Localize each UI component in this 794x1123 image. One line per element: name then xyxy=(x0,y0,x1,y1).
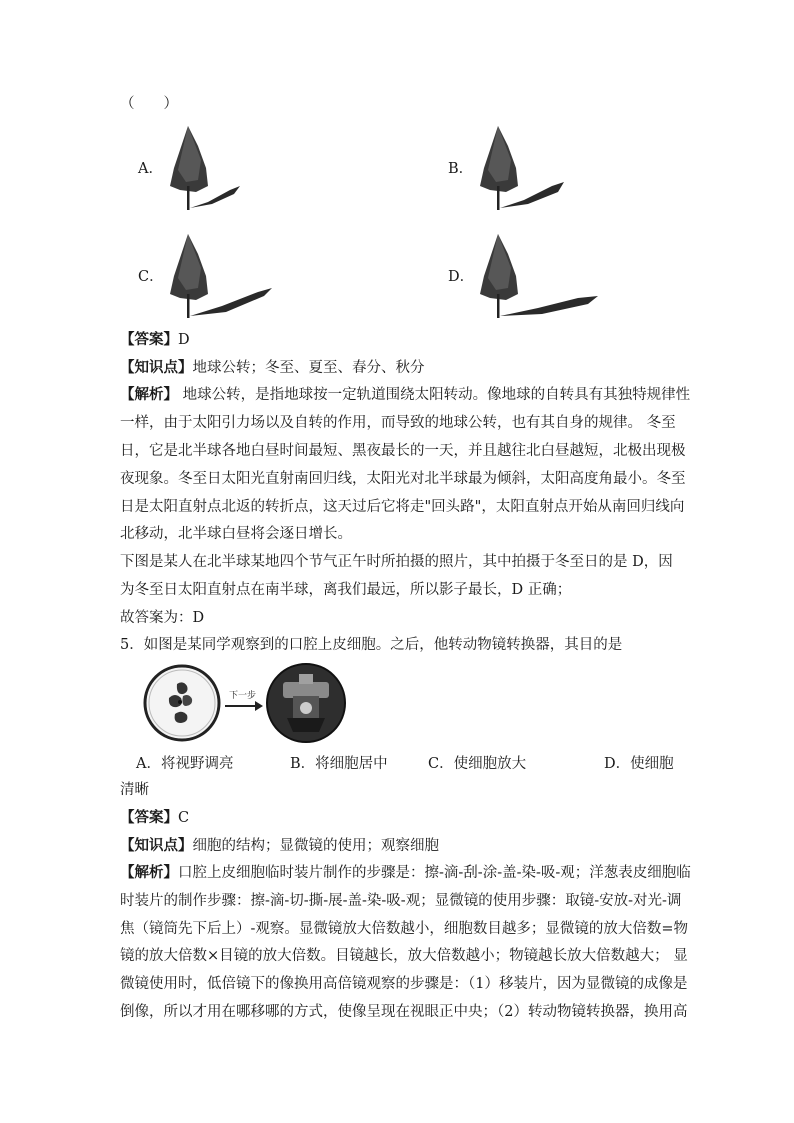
answer-parentheses: （ ） xyxy=(120,96,178,112)
answer-value: D xyxy=(178,332,190,348)
answer-line-q4 xyxy=(120,330,190,350)
tree-shadow-long-image xyxy=(168,228,288,323)
option-d-q5-wrap: 清晰 xyxy=(120,782,149,798)
analysis-q4-line-1: 【解析】 地球公转，是指地球按一定轨道围绕太阳转动。像地球的自转具有其独特规律性 xyxy=(120,386,691,403)
analysis-q5-line-5: 微镜使用时，低倍镜下的像换用高倍镜观察的步骤是：（1）移装片，因为显微镜的成像是 xyxy=(120,976,688,992)
option-d[interactable] xyxy=(448,228,608,323)
option-d-q5[interactable]: D．使细胞 xyxy=(604,756,674,772)
knowledge-point-q4 xyxy=(120,358,425,378)
knowledge-text: 地球公转；冬至、夏至、春分、秋分 xyxy=(192,360,425,376)
analysis-q5-line-6: 倒像，所以才用在哪移哪的方式，使像呈现在视眼正中央；（2）转动物镜转换器，换用高 xyxy=(120,1004,688,1020)
option-label: B． xyxy=(448,161,474,177)
analysis-q4-line-3: 日，它是北半球各地白昼时间最短、黑夜最长的一天，并且越往北白昼越短，北极出现极 xyxy=(120,443,686,459)
answer-value: C xyxy=(178,810,190,826)
microscope-view-figure xyxy=(143,662,348,746)
option-b-q5[interactable]: B．将细胞居中 xyxy=(290,756,388,772)
analysis-q4-line-5: 日是太阳直射点北返的转折点，这天过后它将走"回头路"，太阳直射点开始从南回归线向 xyxy=(120,499,685,515)
analysis-q4-line-6: 北移动，北半球白昼将会逐日增长。 xyxy=(120,526,352,542)
answer-line-q5 xyxy=(120,808,189,828)
tree-shadow-short-image xyxy=(168,120,278,215)
analysis-q4-line-7: 下图是某人在北半球某地四个节气正午时所拍摄的照片，其中拍摄于冬至日的是 D，因 xyxy=(120,554,673,570)
option-b[interactable] xyxy=(448,120,598,215)
option-a[interactable] xyxy=(138,120,278,215)
knowledge-tag: 【知识点】 xyxy=(120,359,193,376)
answer-tag: 【答案】 xyxy=(120,331,178,348)
analysis-q4-line-4: 夜现象。冬至日太阳光直射南回归线，太阳光对北半球最为倾斜，太阳高度角最小。冬至 xyxy=(120,471,686,487)
answer-tag: 【答案】 xyxy=(120,809,178,826)
analysis-tag: 【解析】 xyxy=(120,386,178,403)
conclusion-q4: 故答案为：D xyxy=(120,610,205,626)
analysis-q5-line-1: 【解析】口腔上皮细胞临时装片制作的步骤是：擦-滴-刮-涂-盖-染-吸-观；洋葱表皮细胞临 xyxy=(120,864,691,881)
analysis-q5-line-2: 时装片的制作步骤：擦-滴-切-撕-展-盖-染-吸-观；显微镜的使用步骤：取镜-安放-对光-调 xyxy=(120,893,682,909)
option-label: A． xyxy=(138,161,163,177)
option-c-q5[interactable]: C．使细胞放大 xyxy=(428,756,527,772)
option-label: C． xyxy=(138,269,164,285)
option-c[interactable] xyxy=(138,228,288,323)
knowledge-text: 细胞的结构；显微镜的使用；观察细胞 xyxy=(192,838,439,854)
knowledge-point-q5 xyxy=(120,836,439,856)
option-a-q5[interactable]: A．将视野调亮 xyxy=(136,756,234,772)
analysis-q4-line-8: 为冬至日太阳直射点在南半球，离我们最远，所以影子最长，D 正确； xyxy=(120,582,572,598)
tree-shadow-medium-image xyxy=(478,120,598,215)
arrow-label: 下一步 xyxy=(229,690,257,700)
analysis-q5-line-4: 镜的放大倍数×目镜的放大倍数。目镜越长，放大倍数越小；物镜越长放大倍数越大； 显 xyxy=(120,948,688,964)
analysis-q4-line-2: 一样，由于太阳引力场以及自转的作用，而导致的地球公转，也有其自身的规律。 冬至 xyxy=(120,415,676,431)
tree-shadow-longest-image xyxy=(478,228,608,323)
option-label: D． xyxy=(448,269,475,285)
question-5-stem: 5．如图是某同学观察到的口腔上皮细胞。之后，他转动物镜转换器，其目的是 xyxy=(120,637,623,653)
analysis-q5-line-3: 焦（镜筒先下后上）-观察。显微镜放大倍数越小，细胞数目越多；显微镜的放大倍数=物 xyxy=(120,921,689,937)
knowledge-tag: 【知识点】 xyxy=(120,837,193,854)
analysis-tag: 【解析】 xyxy=(120,864,178,881)
